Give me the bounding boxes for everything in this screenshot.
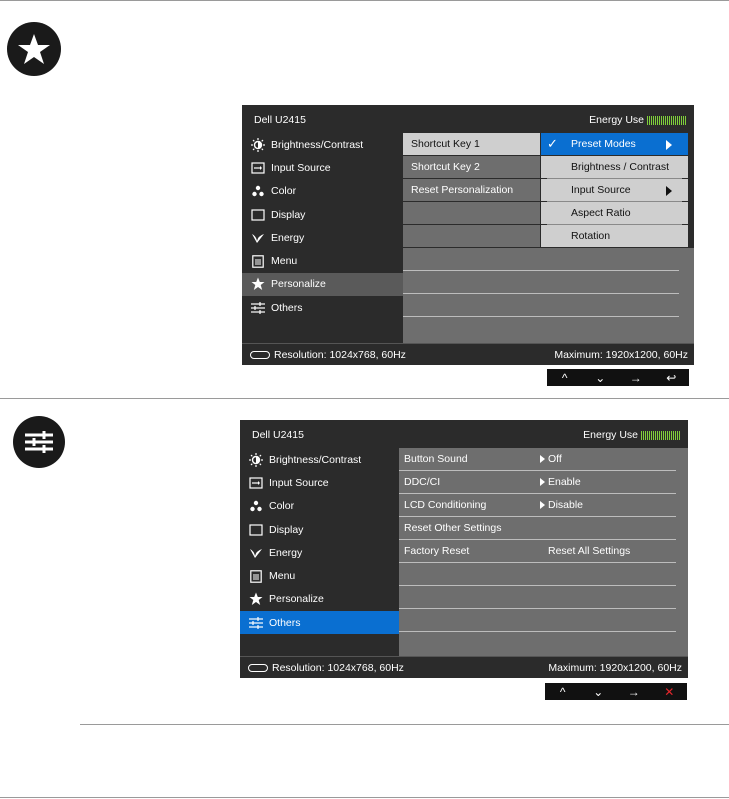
- energy-leaf-icon: [249, 546, 263, 560]
- value-reset-all-settings[interactable]: Reset All Settings: [548, 545, 631, 557]
- row-divider: [399, 470, 676, 471]
- bottom-divider: [0, 797, 729, 798]
- content-empty-area: [403, 248, 694, 343]
- menu-list-icon: [249, 569, 263, 583]
- menu-item-input-source[interactable]: Input Source: [240, 471, 401, 494]
- option-preset-modes[interactable]: ✓ Preset Modes: [541, 133, 688, 155]
- menu-item-color[interactable]: Color: [240, 495, 401, 518]
- menu-item-others[interactable]: Others: [242, 296, 403, 319]
- right-arrow-button[interactable]: →: [627, 684, 640, 699]
- option-input-source[interactable]: Input Source: [541, 179, 688, 201]
- value-ddc-ci[interactable]: Enable: [536, 471, 676, 493]
- brightness-icon: [251, 138, 265, 152]
- connector-icon: [248, 664, 268, 672]
- others-sliders-icon: [13, 416, 65, 468]
- sub-empty-row: [403, 225, 540, 247]
- brightness-icon: [249, 453, 263, 467]
- submenu-arrow-icon: [666, 186, 672, 196]
- row-divider: [399, 539, 676, 540]
- value-button-sound[interactable]: Off: [536, 448, 676, 470]
- row-divider: [399, 585, 676, 586]
- energy-meter: Energy Use: [589, 114, 686, 126]
- menu-item-menu[interactable]: Menu: [242, 249, 403, 272]
- value-arrow-icon: [540, 478, 545, 486]
- menu-item-brightness[interactable]: Brightness/Contrast: [242, 133, 403, 156]
- row-divider: [403, 316, 679, 317]
- energy-bars: [641, 431, 680, 440]
- up-arrow-button[interactable]: ^: [561, 370, 568, 385]
- up-arrow-button[interactable]: ^: [559, 684, 566, 699]
- model-name: Dell U2415: [252, 429, 304, 441]
- option-brightness-contrast[interactable]: Brightness / Contrast: [541, 156, 688, 178]
- status-bar: [242, 343, 694, 365]
- main-menu: [242, 133, 403, 319]
- osd-panel-others: [240, 420, 688, 678]
- option-divider: [547, 224, 682, 225]
- current-resolution: Resolution: 1024x768, 60Hz: [274, 349, 406, 361]
- value-lcd-conditioning[interactable]: Disable: [536, 494, 676, 516]
- setting-ddc-ci[interactable]: DDC/CI: [404, 476, 441, 488]
- current-resolution: Resolution: 1024x768, 60Hz: [272, 662, 404, 674]
- energy-leaf-icon: [251, 231, 265, 245]
- menu-item-brightness[interactable]: Brightness/Contrast: [240, 448, 401, 471]
- menu-item-display[interactable]: Display: [242, 203, 403, 226]
- down-arrow-button[interactable]: ⌄: [593, 684, 604, 699]
- close-button[interactable]: ✕: [664, 684, 675, 699]
- setting-lcd-conditioning[interactable]: LCD Conditioning: [404, 499, 487, 511]
- input-source-icon: [251, 161, 265, 175]
- maximum-resolution: Maximum: 1920x1200, 60Hz: [548, 662, 682, 674]
- setting-factory-reset[interactable]: Factory Reset: [404, 545, 470, 557]
- input-source-icon: [249, 476, 263, 490]
- shortcut-key-2[interactable]: Shortcut Key 2: [403, 156, 540, 178]
- menu-list-icon: [251, 254, 265, 268]
- check-icon: ✓: [547, 136, 558, 151]
- menu-item-color[interactable]: Color: [242, 180, 403, 203]
- menu-item-personalize[interactable]: Personalize: [240, 588, 401, 611]
- menu-item-energy[interactable]: Energy: [240, 541, 401, 564]
- sliders-icon: [251, 301, 265, 315]
- main-menu: [240, 448, 401, 634]
- top-divider: [0, 0, 729, 1]
- personalize-star-icon: [7, 22, 61, 76]
- section-divider: [80, 724, 729, 725]
- energy-bars: [647, 116, 686, 125]
- section-divider: [0, 398, 729, 399]
- row-divider: [403, 293, 679, 294]
- setting-reset-other[interactable]: Reset Other Settings: [404, 522, 502, 534]
- energy-meter: Energy Use: [583, 429, 680, 441]
- menu-item-energy[interactable]: Energy: [242, 226, 403, 249]
- value-arrow-icon: [540, 455, 545, 463]
- status-bar: [240, 656, 688, 678]
- back-button[interactable]: ↩: [666, 370, 677, 385]
- menu-item-personalize[interactable]: Personalize: [242, 273, 403, 296]
- sliders-icon: [249, 616, 263, 630]
- star-icon: [251, 277, 265, 291]
- menu-item-others[interactable]: Others: [240, 611, 401, 634]
- menu-item-menu[interactable]: Menu: [240, 564, 401, 587]
- row-divider: [399, 562, 676, 563]
- row-divider: [399, 631, 676, 632]
- connector-icon: [250, 351, 270, 359]
- reset-personalization[interactable]: Reset Personalization: [403, 179, 540, 201]
- right-arrow-button[interactable]: →: [629, 370, 642, 385]
- maximum-resolution: Maximum: 1920x1200, 60Hz: [554, 349, 688, 361]
- shortcut-key-1[interactable]: Shortcut Key 1: [403, 133, 540, 155]
- option-divider: [547, 201, 682, 202]
- menu-item-input-source[interactable]: Input Source: [242, 156, 403, 179]
- option-divider: [547, 178, 682, 179]
- model-name: Dell U2415: [254, 114, 306, 126]
- sub-empty-row: [403, 202, 540, 224]
- row-divider: [399, 608, 676, 609]
- setting-button-sound[interactable]: Button Sound: [404, 453, 468, 465]
- osd-panel-personalize: [242, 105, 694, 365]
- display-icon: [249, 523, 263, 537]
- row-divider: [399, 516, 676, 517]
- option-rotation[interactable]: Rotation: [541, 225, 688, 247]
- star-icon: [249, 592, 263, 606]
- option-aspect-ratio[interactable]: Aspect Ratio: [541, 202, 688, 224]
- menu-item-display[interactable]: Display: [240, 518, 401, 541]
- osd-button-bar: [547, 369, 689, 386]
- row-divider: [399, 493, 676, 494]
- submenu-arrow-icon: [666, 140, 672, 150]
- display-icon: [251, 208, 265, 222]
- osd-button-bar: [545, 683, 687, 700]
- down-arrow-button[interactable]: ⌄: [595, 370, 606, 385]
- color-icon: [249, 499, 263, 513]
- color-icon: [251, 184, 265, 198]
- value-arrow-icon: [540, 501, 545, 509]
- row-divider: [403, 270, 679, 271]
